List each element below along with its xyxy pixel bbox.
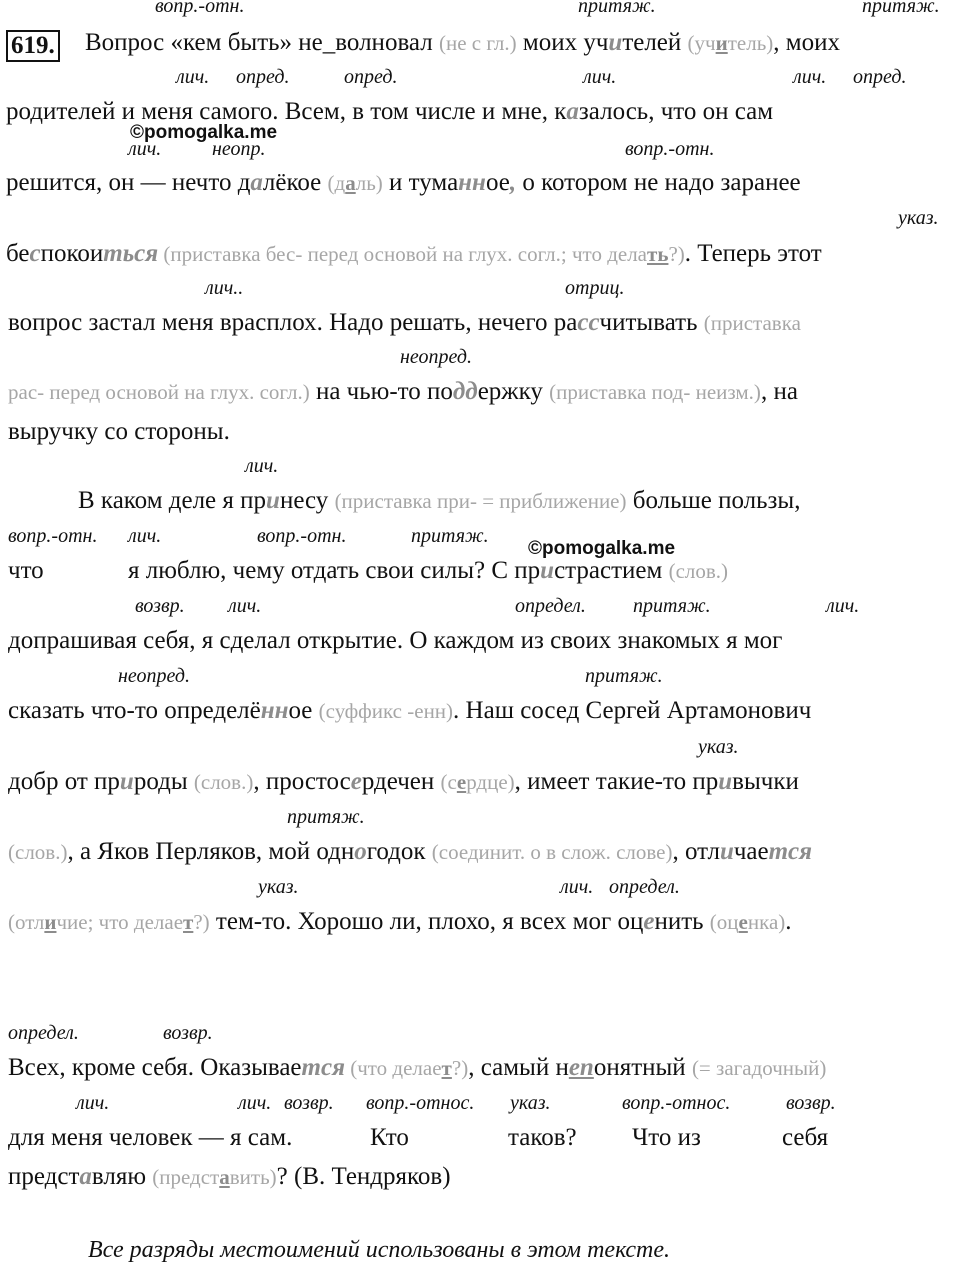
annotation: лич. <box>826 595 860 617</box>
text-line <box>6 241 822 266</box>
annotation: возвр. <box>135 595 185 617</box>
text-segment: (д <box>327 171 346 195</box>
text-segment: (что делае <box>344 1056 442 1080</box>
text-line <box>8 909 792 934</box>
text-segment: что <box>8 557 44 584</box>
text-segment: дд <box>452 378 478 405</box>
text-segment: и <box>119 768 134 795</box>
text-segment: вить) <box>229 1165 277 1189</box>
text-segment: (соединит. о в слож. слове) <box>431 840 673 864</box>
text-segment: родителей и меня самого. Всем, в том числе и мне, к <box>6 98 567 125</box>
text-segment: ?) <box>668 242 685 266</box>
text-segment: , моих <box>773 29 840 56</box>
annotation: вопр.-отн. <box>155 0 245 17</box>
text-segment: чие; что делае <box>56 910 184 934</box>
text-segment: (уч <box>687 31 716 55</box>
text-segment: В каком деле я пр <box>78 487 267 514</box>
text-segment: вычки <box>732 768 799 795</box>
text-line <box>370 1125 409 1150</box>
text-segment: и <box>266 487 280 514</box>
text-segment: предст <box>8 1163 80 1190</box>
text-line <box>632 1125 701 1150</box>
text-segment: е <box>643 908 655 935</box>
annotation: неопр. <box>212 138 266 160</box>
text-segment: а <box>345 171 356 195</box>
text-segment: (приставка под- неизм.) <box>549 380 761 404</box>
text-segment: а <box>566 98 579 125</box>
text-segment: (слов.) <box>193 770 254 794</box>
text-segment: , имеет такие-то пр <box>514 768 719 795</box>
text-segment: , на <box>760 378 798 405</box>
text-segment: покои <box>40 240 104 267</box>
annotation: вопр.-относ. <box>366 1092 475 1114</box>
text-segment: нн <box>458 169 486 196</box>
text-line <box>8 769 799 794</box>
text-line <box>8 419 230 444</box>
text-segment: , <box>509 169 517 196</box>
text-segment: (предст <box>152 1165 220 1189</box>
text-segment: допрашивая себя, я сделал открытие. О каждом из своих знакомых я мог <box>8 627 783 654</box>
text-segment: т <box>183 910 194 934</box>
text-segment: о котором не надо заранее <box>516 169 801 196</box>
text-segment: тем-то. Хорошо ли, плохо, я всех мог оц <box>209 908 644 935</box>
text-segment: ться <box>103 240 159 267</box>
text-segment: (приставка при- = приближение) <box>334 489 627 513</box>
annotation: вопр.-отн. <box>257 525 347 547</box>
text-segment: телей <box>622 29 688 56</box>
text-segment: , отл <box>672 838 720 865</box>
text-segment: чае <box>733 838 769 865</box>
text-segment: (не с гл.) <box>438 31 517 55</box>
text-segment: моих уч <box>516 29 609 56</box>
text-line <box>782 1125 828 1150</box>
text-line <box>508 1125 577 1150</box>
annotation: лич. <box>228 595 262 617</box>
text-line <box>8 1055 826 1080</box>
annotation: возвр. <box>786 1092 836 1114</box>
text-segment: . Наш сосед Сергей Артамонович <box>453 697 812 724</box>
annotation: указ. <box>898 207 939 229</box>
text-line <box>8 1125 292 1150</box>
text-segment: и тума <box>382 169 459 196</box>
text-segment: ть <box>647 242 669 266</box>
text-segment: (приставка <box>703 311 801 335</box>
annotation: лич. <box>128 525 162 547</box>
text-line <box>8 379 798 404</box>
text-segment: (с <box>440 770 457 794</box>
annotation: неопред. <box>400 346 473 368</box>
text-segment: Вопрос «кем быть» не_волновал <box>85 29 439 56</box>
text-line <box>8 839 812 864</box>
text-segment: (отл <box>8 910 45 934</box>
text-segment: нить <box>654 908 710 935</box>
text-segment: нн <box>260 697 289 724</box>
text-segment: залось, что он сам <box>578 98 774 125</box>
exercise-number: 619. <box>6 30 60 62</box>
text-segment: Всех, кроме себя. Оказывае <box>8 1054 302 1081</box>
text-line <box>6 170 801 195</box>
text-segment: (приставка бес- перед основой на глух. согл.; что дела <box>158 242 648 266</box>
annotation: лич. <box>176 66 210 88</box>
text-segment: для меня человек — я сам. <box>8 1124 293 1151</box>
text-line <box>8 558 44 583</box>
text-segment: , а Яков Перляков, мой одн <box>67 838 355 865</box>
text-line <box>85 30 840 55</box>
text-segment: , простос <box>253 768 351 795</box>
text-segment: и <box>718 768 733 795</box>
text-segment: и <box>715 31 728 55</box>
text-segment: с <box>29 240 41 267</box>
text-segment: я люблю, чему отдать свои силы? С пр <box>128 557 541 584</box>
text-segment: и <box>719 838 734 865</box>
watermark: ©pomogalka.me <box>528 538 676 559</box>
text-segment: а <box>250 169 263 196</box>
annotation: лич.. <box>205 277 244 299</box>
text-segment: выручку со стороны. <box>8 418 230 445</box>
text-segment: а <box>219 1165 230 1189</box>
text-segment: ержку <box>477 378 550 405</box>
text-segment: решится, он — нечто д <box>6 169 251 196</box>
annotation: притяж. <box>585 665 663 687</box>
annotation: указ. <box>258 876 299 898</box>
text-segment: е <box>456 770 467 794</box>
text-segment: а <box>79 1163 92 1190</box>
annotation: лич. <box>76 1092 110 1114</box>
annotation: лич. <box>128 138 162 160</box>
text-segment: сс <box>577 309 600 336</box>
text-segment: (слов.) <box>8 840 68 864</box>
text-line <box>128 558 728 583</box>
text-segment: больше пользы, <box>626 487 801 514</box>
annotation: опред. <box>236 66 290 88</box>
text-segment: годок <box>366 838 432 865</box>
annotation: определ. <box>8 1022 79 1044</box>
text-segment: ?) <box>193 910 210 934</box>
annotation: лич. <box>583 66 617 88</box>
text-segment: рдце) <box>466 770 515 794</box>
text-line <box>8 1164 451 1189</box>
text-segment: бе <box>6 240 30 267</box>
text-segment: тель) <box>727 31 774 55</box>
text-segment: (оц <box>709 910 739 934</box>
text-segment: тся <box>301 1054 345 1081</box>
annotation: лич. <box>793 66 827 88</box>
text-segment: (= загадочный) <box>691 1056 827 1080</box>
text-segment: Кто <box>370 1124 409 1151</box>
text-segment: т <box>441 1056 452 1080</box>
text-segment: на чью-то по <box>309 378 453 405</box>
annotation: определ. <box>515 595 586 617</box>
annotation: притяж. <box>578 0 656 17</box>
text-segment: сказать что-то определё <box>8 697 261 724</box>
text-segment: вопрос застал меня врасплох. Надо решать, нечего ра <box>8 309 578 336</box>
text-segment: и <box>608 29 623 56</box>
text-segment: ль) <box>355 171 383 195</box>
text-segment: и <box>540 557 555 584</box>
text-segment: ?) <box>451 1056 469 1080</box>
text-segment: и <box>44 910 57 934</box>
annotation: вопр.-отн. <box>625 138 715 160</box>
annotation: опред. <box>344 66 398 88</box>
annotation: указ. <box>698 736 739 758</box>
annotation: опред. <box>853 66 907 88</box>
annotation: лич. <box>245 455 279 477</box>
text-line <box>6 99 773 124</box>
text-line <box>8 698 811 723</box>
text-segment: нка) <box>747 910 786 934</box>
text-line <box>8 628 782 653</box>
annotation: определ. <box>609 876 680 898</box>
annotation: отриц. <box>565 277 625 299</box>
text-segment: добр от пр <box>8 768 120 795</box>
text-segment: тся <box>768 838 813 865</box>
annotation: лич. <box>560 876 594 898</box>
text-segment: , самый н <box>468 1054 569 1081</box>
text-segment: (слов.) <box>668 559 729 583</box>
text-segment: онятный <box>593 1054 692 1081</box>
text-segment: . <box>785 908 792 935</box>
text-line <box>78 488 800 513</box>
text-segment: вляю <box>91 1163 153 1190</box>
text-segment: (суффикс -енн) <box>318 699 454 723</box>
text-segment: роды <box>133 768 194 795</box>
text-segment: е <box>350 768 362 795</box>
annotation: вопр.-относ. <box>622 1092 731 1114</box>
text-line <box>8 310 801 335</box>
annotation: притяж. <box>411 525 489 547</box>
annotation: вопр.-отн. <box>8 525 98 547</box>
footer-note: Все разряды местоимений использованы в этом тексте. <box>88 1237 671 1263</box>
text-segment: читывать <box>599 309 704 336</box>
text-segment: е <box>738 910 748 934</box>
text-segment: еп <box>568 1054 594 1081</box>
text-segment: несу <box>279 487 335 514</box>
annotation: лич. <box>238 1092 272 1114</box>
text-segment: рдечен <box>361 768 441 795</box>
text-segment: ? (В. Тендряков) <box>276 1163 451 1190</box>
annotation: неопред. <box>118 665 191 687</box>
annotation: указ. <box>510 1092 551 1114</box>
annotation: притяж. <box>862 0 940 17</box>
text-segment: таков? <box>508 1124 577 1151</box>
annotation: возвр. <box>284 1092 334 1114</box>
text-segment: Что из <box>632 1124 701 1151</box>
annotation: притяж. <box>287 806 365 828</box>
text-segment: лёкое <box>262 169 328 196</box>
text-segment: себя <box>782 1124 829 1151</box>
text-segment: о <box>354 838 367 865</box>
annotation: возвр. <box>163 1022 213 1044</box>
text-segment: ое <box>288 697 319 724</box>
text-segment: ое <box>485 169 510 196</box>
text-segment: рас- перед основой на глух. согл.) <box>8 380 310 404</box>
annotation: притяж. <box>633 595 711 617</box>
watermark: ©pomogalka.me <box>130 122 278 143</box>
text-segment: . Теперь этот <box>684 240 822 267</box>
text-segment: страстием <box>554 557 669 584</box>
